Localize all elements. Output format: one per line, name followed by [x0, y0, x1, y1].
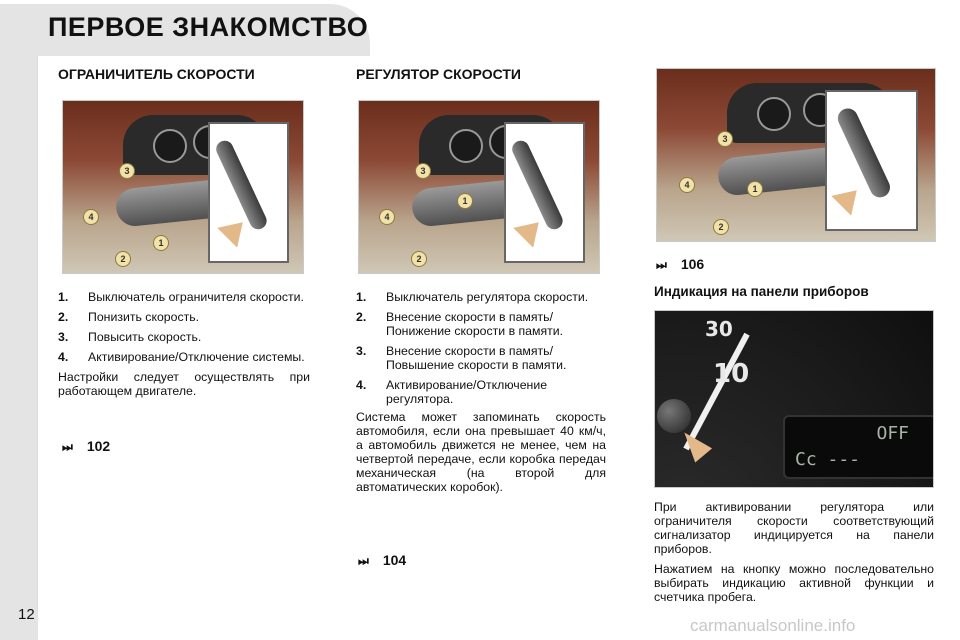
- list-item: [58, 350, 310, 364]
- dial-shape: [153, 129, 187, 163]
- badge-4: 4: [83, 209, 99, 225]
- list-item: [356, 290, 606, 304]
- speed-tick-30: 30: [705, 317, 733, 341]
- item-number: 2.: [356, 310, 367, 324]
- badge-3: 3: [415, 163, 431, 179]
- cruise-control-ref[interactable]: [358, 552, 406, 569]
- badge-1: 1: [457, 193, 473, 209]
- badge-3: 3: [119, 163, 135, 179]
- lever-shape: [509, 138, 565, 232]
- speed-limiter-note: Настройки следует осуществлять при работающем двигателе.: [58, 370, 310, 398]
- lever-shape: [213, 138, 269, 232]
- lcd-line-2: Cc ---: [795, 449, 861, 470]
- speed-limiter-title: ОГРАНИЧИТЕЛЬ СКОРОСТИ: [58, 66, 255, 82]
- item-text: Внесение скорости в память/ Повышение скорости в памяти.: [386, 344, 567, 372]
- ref-page: 104: [382, 552, 407, 568]
- item-text: Активирование/Отключение регулятора.: [386, 378, 548, 406]
- dial-shape: [757, 97, 791, 131]
- indication-para-2: Нажатием на кнопку можно последовательно выбирать индикацию активной функции и счетчика пробега.: [654, 562, 934, 604]
- item-number: 3.: [356, 344, 367, 358]
- item-text: Активирование/Отключение системы.: [88, 350, 305, 364]
- page-number: 12: [18, 606, 35, 623]
- list-item: [356, 310, 606, 338]
- page-title: ПЕРВОЕ ЗНАКОМСТВО: [48, 12, 369, 42]
- item-number: 1.: [356, 290, 367, 304]
- item-text: Выключатель регулятора скорости.: [386, 290, 589, 304]
- ref-page: 106: [680, 256, 705, 272]
- dashboard-indication-text: [654, 500, 934, 604]
- right-column-ref[interactable]: [656, 256, 704, 273]
- steering-inset: [504, 122, 585, 264]
- item-number: 2.: [58, 310, 69, 324]
- header-bar: [0, 0, 960, 56]
- list-item: [356, 344, 606, 372]
- fast-forward-icon: ⏭: [62, 440, 73, 454]
- badge-2: 2: [115, 251, 131, 267]
- dashboard-indication-title: Индикация на панели приборов: [654, 284, 869, 299]
- cruise-control-list: [356, 290, 606, 412]
- watermark: carmanualsonline.info: [690, 616, 856, 635]
- speed-limiter-photo: [62, 100, 304, 274]
- badge-4: 4: [379, 209, 395, 225]
- item-text: Повысить скорость.: [88, 330, 202, 344]
- fast-forward-icon: ⏭: [656, 258, 667, 272]
- list-item: [58, 290, 310, 304]
- dial-shape: [449, 129, 483, 163]
- steering-inset: [825, 90, 918, 232]
- item-number: 4.: [58, 350, 69, 364]
- list-item: [58, 330, 310, 344]
- item-number: 3.: [58, 330, 69, 344]
- badge-4: 4: [679, 177, 695, 193]
- badge-2: 2: [411, 251, 427, 267]
- list-item: [58, 310, 310, 324]
- lcd-display: [783, 415, 934, 479]
- cruise-control-photo: [358, 100, 600, 274]
- speed-tick-10: 10: [713, 359, 750, 389]
- indication-para-1: При активировании регулятора или ограничителя скорости соответствующий сигнализатор индицируется на панели приборов.: [654, 500, 934, 556]
- speed-limiter-ref[interactable]: [62, 438, 110, 455]
- left-margin-shade: [0, 56, 38, 640]
- badge-2: 2: [713, 219, 729, 235]
- fast-forward-icon: ⏭: [358, 554, 369, 568]
- badge-3: 3: [717, 131, 733, 147]
- item-number: 1.: [58, 290, 69, 304]
- right-stalk-photo: [656, 68, 936, 242]
- steering-inset: [208, 122, 289, 264]
- ref-page: 102: [86, 438, 111, 454]
- list-item: [356, 378, 606, 406]
- lcd-line-1: OFF: [876, 423, 909, 444]
- item-number: 4.: [356, 378, 367, 392]
- item-text: Внесение скорости в память/ Понижение скорости в памяти.: [386, 310, 564, 338]
- speed-limiter-list: [58, 290, 310, 398]
- display-button: [657, 399, 691, 433]
- cruise-control-title: РЕГУЛЯТОР СКОРОСТИ: [356, 66, 521, 82]
- cruise-control-note: Система может запоминать скорость автомобиля, если она превышает 40 км/ч, а автомобиль движется не менее, чем на четвертой передаче, если коробка передач механическая (на второй для автоматических коробок).: [356, 410, 606, 494]
- badge-1: 1: [153, 235, 169, 251]
- item-text: Выключатель ограничителя скорости.: [88, 290, 304, 304]
- item-text: Понизить скорость.: [88, 310, 200, 324]
- instrument-cluster-photo: [654, 310, 934, 488]
- badge-1: 1: [747, 181, 763, 197]
